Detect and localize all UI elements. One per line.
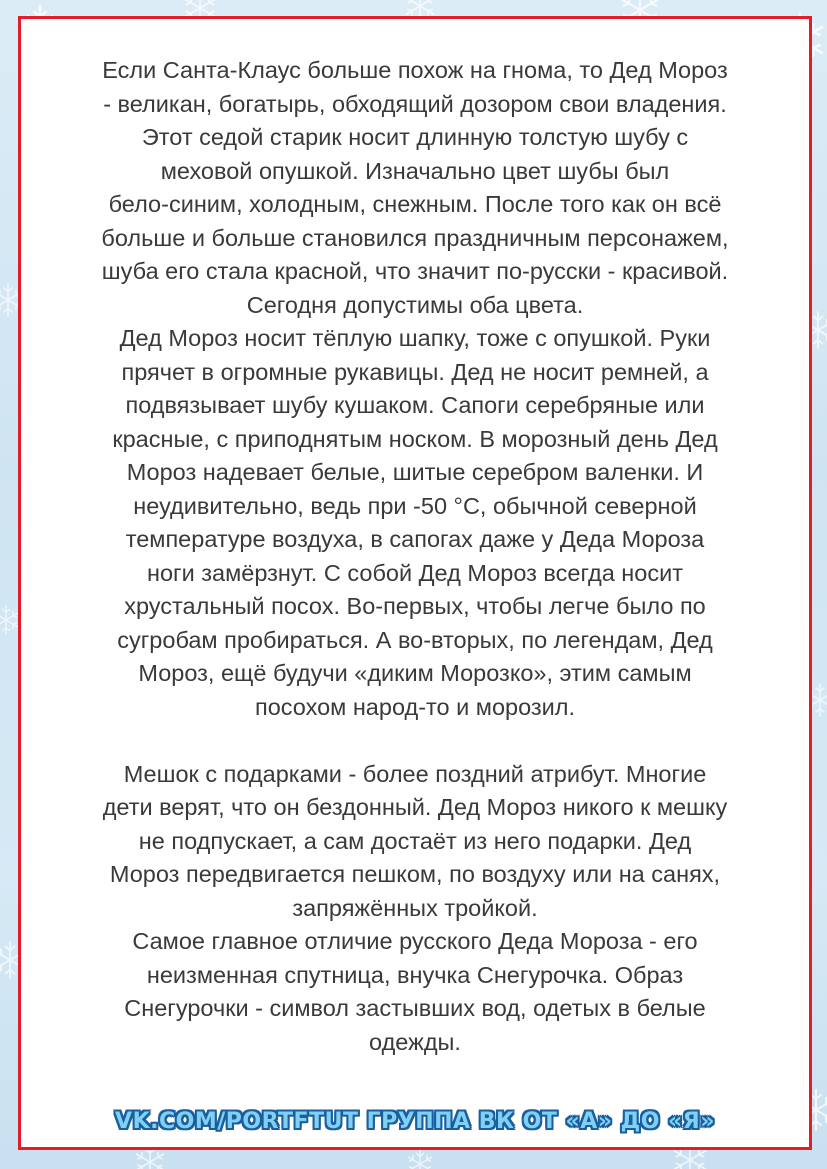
paragraph-3: Мешок с подарками - более поздний атрибут. Многие дети верят, что он бездонный. Дед Мороз никого к мешку не подпускает, а сам достаёт из него подарки. Дед Мороз передвигается пешком, по воздуху или на санях, запряжённых тройкой. — [102, 760, 728, 921]
paragraph-gap — [25, 724, 805, 758]
article-text — [25, 54, 805, 1059]
snowflake-icon — [408, 1150, 432, 1169]
paragraph-2: Дед Мороз носит тёплую шапку, тоже с опушкой. Руки прячет в огромные рукавицы. Дед не носит ремней, а подвязывает шубу кушаком. Сапоги серебряные или красные, с приподнятым носком. В морозный день Дед Мороз надевает белые, шитые серебром валенки. И неудивительно, ведь при -50 °C, обычной северной температуре воздуха, в сапогах даже у Деда Мороза ноги замёрзнут. С собой Дед Мороз всегда носит хрустальный посох. Во-первых, чтобы легче было по сугробам пробираться. А во-вторых, по легендам, Дед Мороз, ещё будучи «диким Морозко», этим самым посохом народ-то и морозил. — [112, 325, 718, 720]
text-card — [18, 16, 812, 1150]
paragraph-4: Самое главное отличие русского Деда Мороза - его неизменная спутница, внучка Снегурочка. Образ Снегурочки - символ застывших вод, одетых в белые одежды. — [124, 928, 706, 1055]
snowflake-icon — [0, 606, 18, 634]
footer-link[interactable]: VK.COM/PORTFTUT ГРУППА ВК ОТ «А» ДО «Я» — [115, 1109, 715, 1134]
paragraph-1: Если Санта-Клаус больше похож на гнома, то Дед Мороз - великан, богатырь, обходящий дозором свои владения. Этот седой старик носит длинную толстую шубу с меховой опушкой. Изначально цвет шубы был бело-синим, холодным, снежным. После того как он всё больше и больше становился праздничным персонажем, шуба его стала красной, что значит по-русски - красивой. Сегодня допустимы оба цвета. — [101, 57, 729, 318]
